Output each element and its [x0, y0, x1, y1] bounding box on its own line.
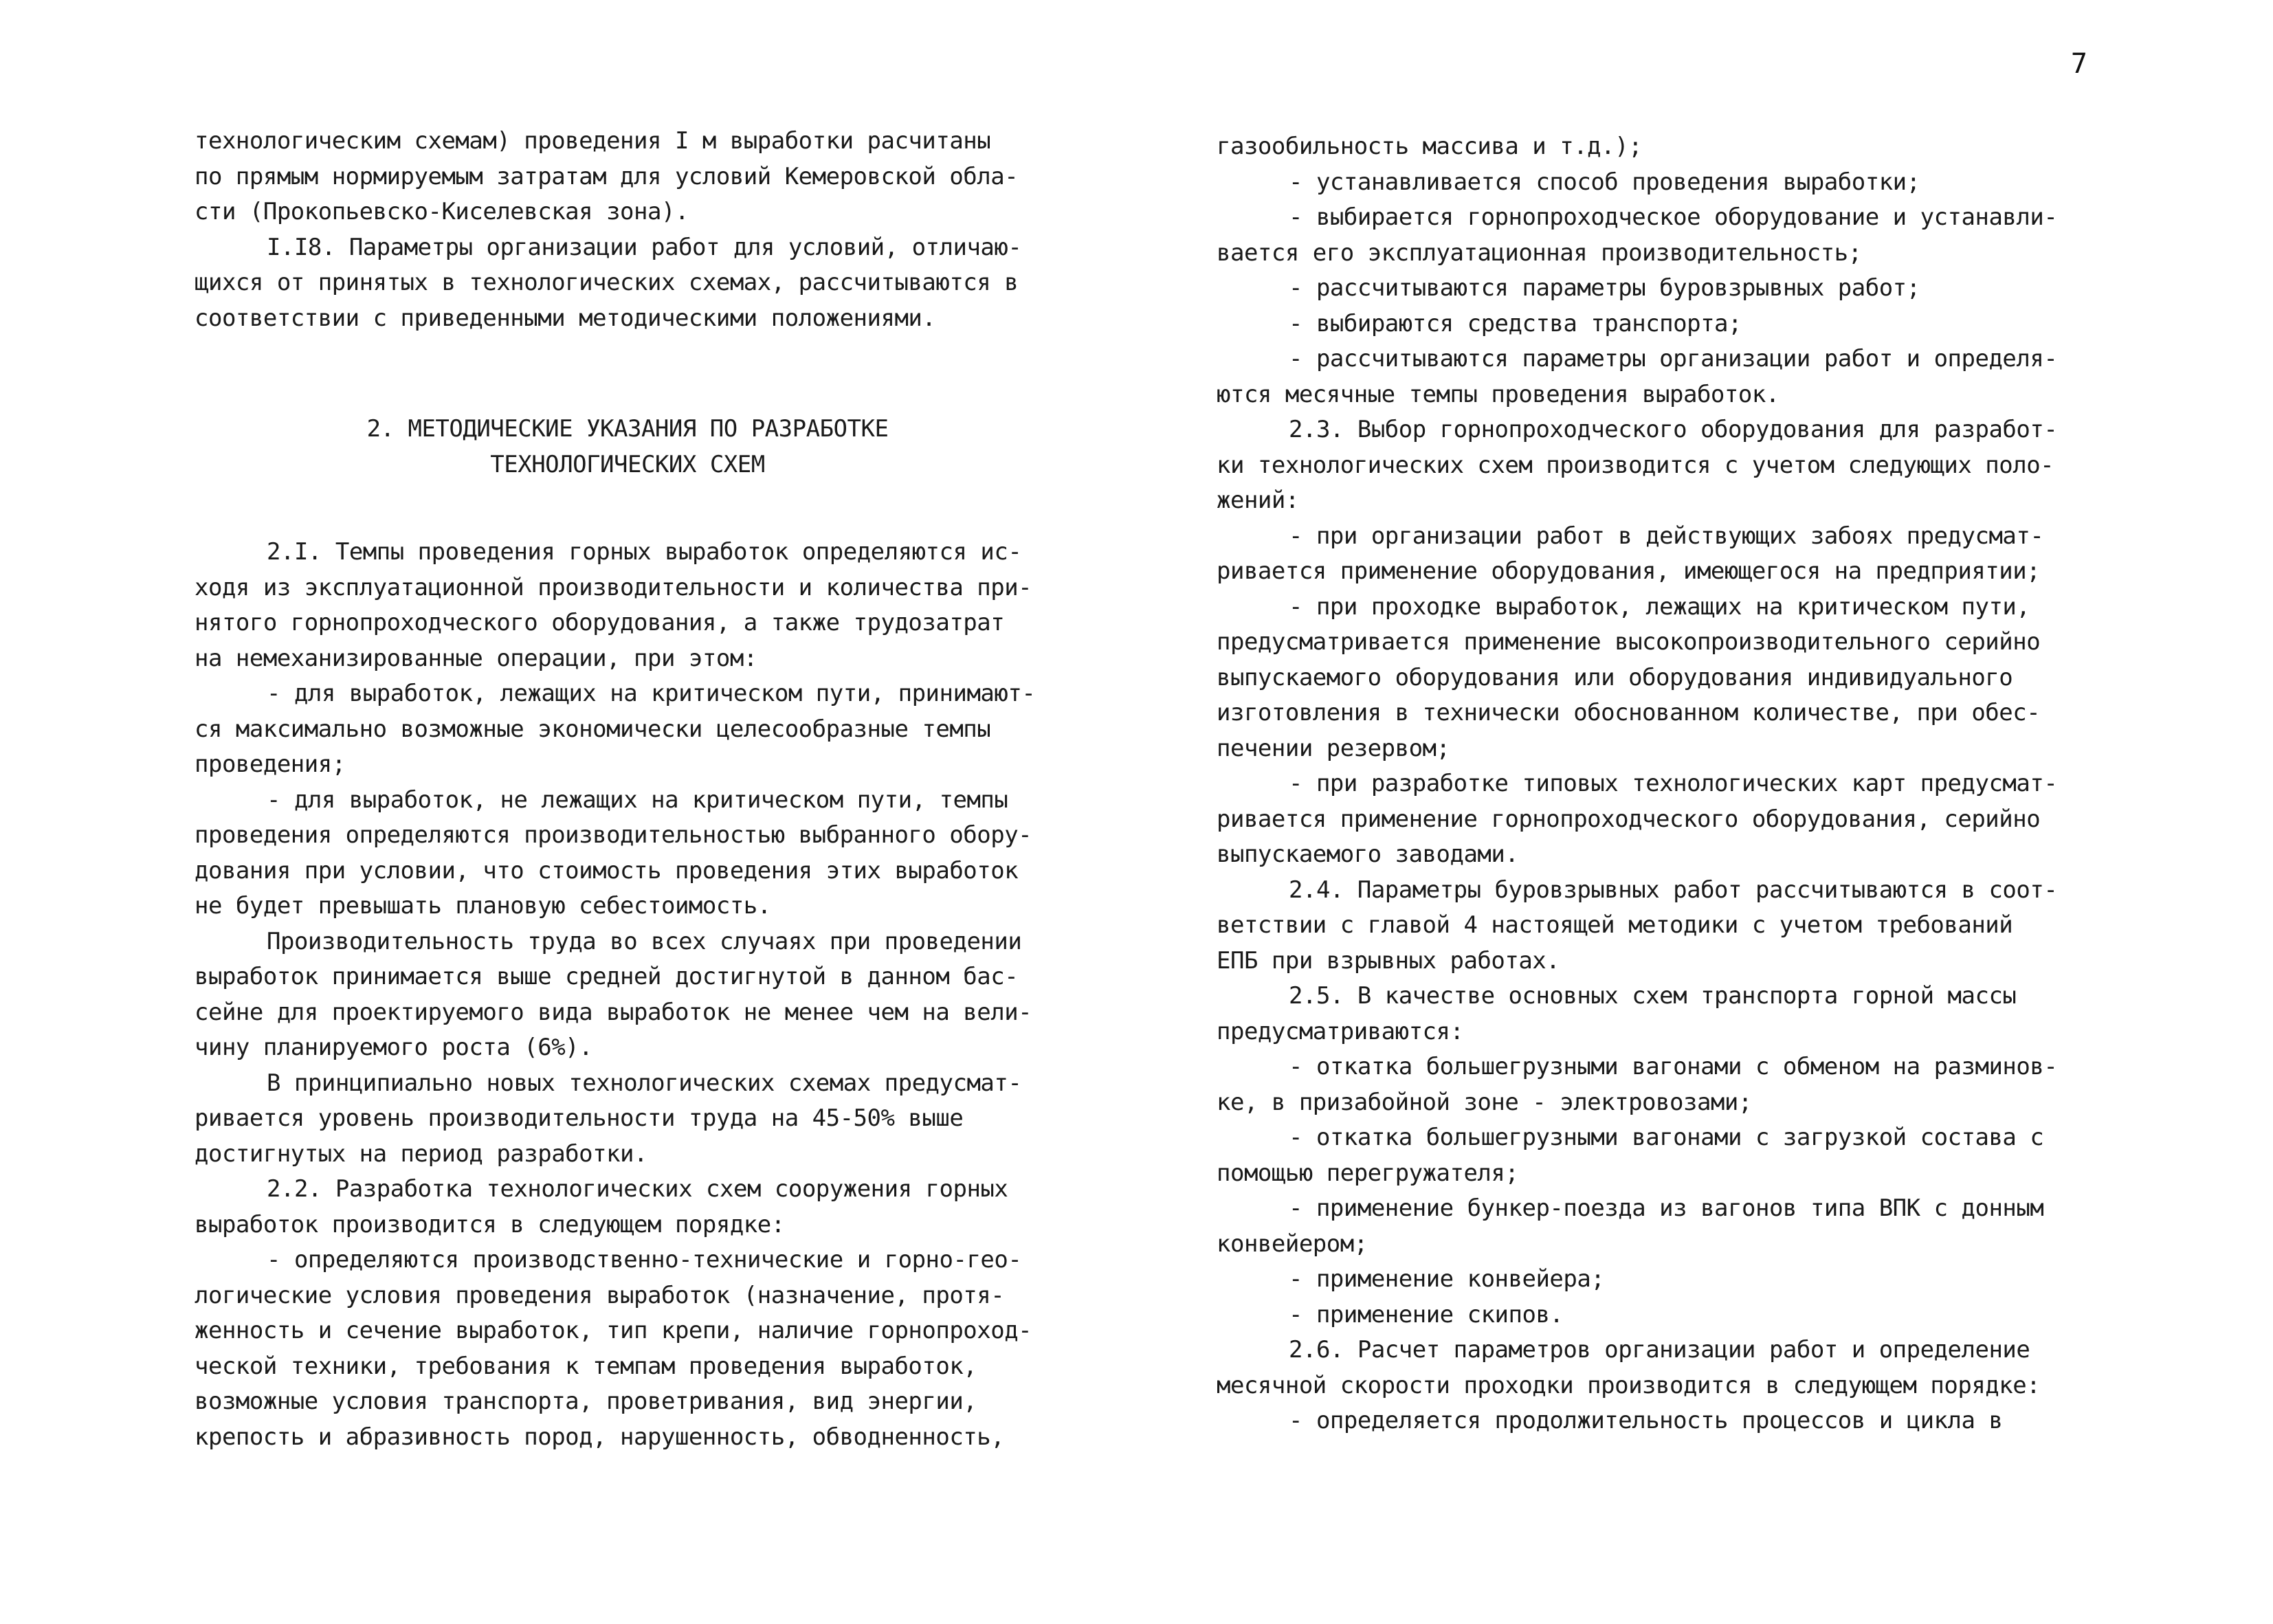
text-line: предусматриваются: [1217, 1017, 1464, 1045]
bullet-item: - рассчитываются параметры буровзрывных работ; [1289, 274, 1920, 302]
text-line: дования при условии, что стоимость проведения этих выработок [195, 856, 1019, 885]
text-line: не будет превышать плановую себестоимость. [195, 892, 771, 920]
bullet-item: - рассчитываются параметры организации работ и определя- [1289, 345, 2058, 372]
text-line: проведения; [195, 750, 346, 778]
text-line: ривается применение оборудования, имеющегося на предприятии; [1217, 557, 2041, 585]
paragraph-2-2-start: 2.2. Разработка технологических схем сооружения горных [267, 1175, 1008, 1203]
bullet-item: - при организации работ в действующих забоях предусмат- [1289, 522, 2044, 550]
paragraph-2-5-start: 2.5. В качестве основных схем транспорта горной массы [1289, 982, 2017, 1010]
text-line: печении резервом; [1217, 734, 1450, 762]
text-line: щихся от принятых в технологических схемах, рассчитываются в [195, 269, 1019, 296]
bullet-item: - при разработке типовых технологических карт предусмат- [1289, 770, 2058, 797]
bullet-item: - при проходке выработок, лежащих на критическом пути, [1289, 592, 2030, 621]
bullet-item: - откатка большегрузными вагонами с обменом на разминов- [1289, 1053, 2058, 1080]
text-line: газообильность массива и т.д.); [1217, 133, 1643, 160]
bullet-item: - выбирается горнопроходческое оборудование и устанавли- [1289, 203, 2058, 231]
text-line: ся максимально возможные экономически целесообразные темпы [195, 715, 991, 743]
text-line: изготовления в технически обоснованном количестве, при обес- [1217, 699, 2041, 726]
paragraph-2-3-start: 2.3. Выбор горнопроходческого оборудования для разработ- [1289, 416, 2058, 443]
paragraph-new-schemes-start: В принципиально новых технологических схемах предусмат- [267, 1069, 1022, 1097]
text-line: ческой техники, требования к темпам проведения выработок, [195, 1352, 977, 1380]
text-line: проведения определяются производительностью выбранного обору- [195, 821, 1032, 849]
paragraph-2-4-start: 2.4. Параметры буровзрывных работ рассчитываются в соот- [1289, 876, 2058, 904]
text-line: сти (Прокопьевско-Киселевская зона). [195, 198, 689, 225]
section-heading: 2. МЕТОДИЧЕСКИЕ УКАЗАНИЯ ПО РАЗРАБОТКЕ [366, 415, 889, 443]
paragraph-1-18-start: I.I8. Параметры организации работ для условий, отличаю- [267, 233, 1022, 261]
text-line: ЕПБ при взрывных работах. [1217, 946, 1560, 975]
text-line: ходя из эксплуатационной производительности и количества при- [195, 573, 1032, 601]
text-line: месячной скорости проходки производится в следующем порядке: [1217, 1371, 2041, 1399]
bullet-item: - для выработок, лежащих на критическом пути, принимают- [267, 680, 1036, 707]
page-number: 7 [2070, 48, 2087, 80]
text-line: технологическим схемам) проведения I м выработки расчитаны [195, 127, 991, 155]
text-line: крепость и абразивность пород, нарушенность, обводненность, [195, 1423, 1005, 1451]
bullet-item: - применение бункер-поезда из вагонов типа ВПК с донным [1289, 1194, 2044, 1222]
text-line: ются месячные темпы проведения выработок. [1217, 380, 1779, 408]
text-line: ривается применение горнопроходческого оборудования, серийно [1217, 805, 2041, 833]
text-line: выработок производится в следующем порядке: [195, 1210, 785, 1238]
bullet-item: - выбираются средства транспорта; [1289, 309, 1742, 337]
text-line: чину планируемого роста (6%). [195, 1034, 593, 1061]
text-line: достигнутых на период разработки. [195, 1139, 648, 1168]
left-column [195, 124, 1047, 1455]
text-line: выработок принимается выше средней достигнутой в данном бас- [195, 963, 1019, 990]
text-line: по прямым нормируемым затратам для условий Кемеровской обла- [195, 162, 1019, 190]
right-column [1217, 129, 2069, 1439]
text-line: вается его эксплуатационная производительность; [1217, 238, 1862, 267]
bullet-item: - применение конвейера; [1289, 1265, 1605, 1293]
section-heading-cont: ТЕХНОЛОГИЧЕСКИХ СХЕМ [490, 450, 765, 478]
text-line: сейне для проектируемого вида выработок не менее чем на вели- [195, 998, 1032, 1026]
text-line: помощью перегружателя; [1217, 1159, 1519, 1187]
bullet-item: - устанавливается способ проведения выработки; [1289, 168, 1920, 196]
text-line: соответствии с приведенными методическими положениями. [195, 304, 936, 332]
paragraph-2-6-start: 2.6. Расчет параметров организации работ и определение [1289, 1336, 2030, 1364]
bullet-item: - определяется продолжительность процессов и цикла в [1289, 1407, 2003, 1434]
text-line: конвейером; [1217, 1230, 1368, 1258]
text-line: ке, в призабойной зоне - электровозами; [1217, 1088, 1752, 1116]
text-line: предусматривается применение высокопроизводительного серийно [1217, 628, 2041, 656]
text-line: ветствии с главой 4 настоящей методики с учетом требований [1217, 911, 2013, 939]
text-line: возможные условия транспорта, проветривания, вид энергии, [195, 1388, 977, 1415]
text-line: логические условия проведения выработок (назначение, протя- [195, 1281, 1005, 1309]
text-line: нятого горнопроходческого оборудования, а также трудозатрат [195, 609, 1005, 636]
bullet-item: - определяются производственно-технические и горно-гео- [267, 1246, 1022, 1273]
text-line: выпускаемого заводами. [1217, 841, 1519, 868]
bullet-item: - откатка большегрузными вагонами с загрузкой состава с [1289, 1124, 2044, 1151]
text-line: женность и сечение выработок, тип крепи, наличие горнопроход- [195, 1317, 1032, 1344]
paragraph-productivity-start: Производительность труда во всех случаях при проведении [267, 927, 1022, 955]
text-line: жений: [1217, 487, 1299, 514]
bullet-item: - для выработок, не лежащих на критическом пути, темпы [267, 786, 1008, 814]
bullet-item: - применение скипов. [1289, 1300, 1564, 1328]
text-line: на немеханизированные операции, при этом: [195, 644, 757, 672]
text-line: выпускаемого оборудования или оборудования индивидуального [1217, 663, 2013, 691]
text-line: ки технологических схем производится с учетом следующих поло- [1217, 451, 2054, 479]
paragraph-2-1-start: 2.I. Темпы проведения горных выработок определяются ис- [267, 538, 1022, 566]
text-line: ривается уровень производительности труда на 45-50% выше [195, 1104, 964, 1132]
